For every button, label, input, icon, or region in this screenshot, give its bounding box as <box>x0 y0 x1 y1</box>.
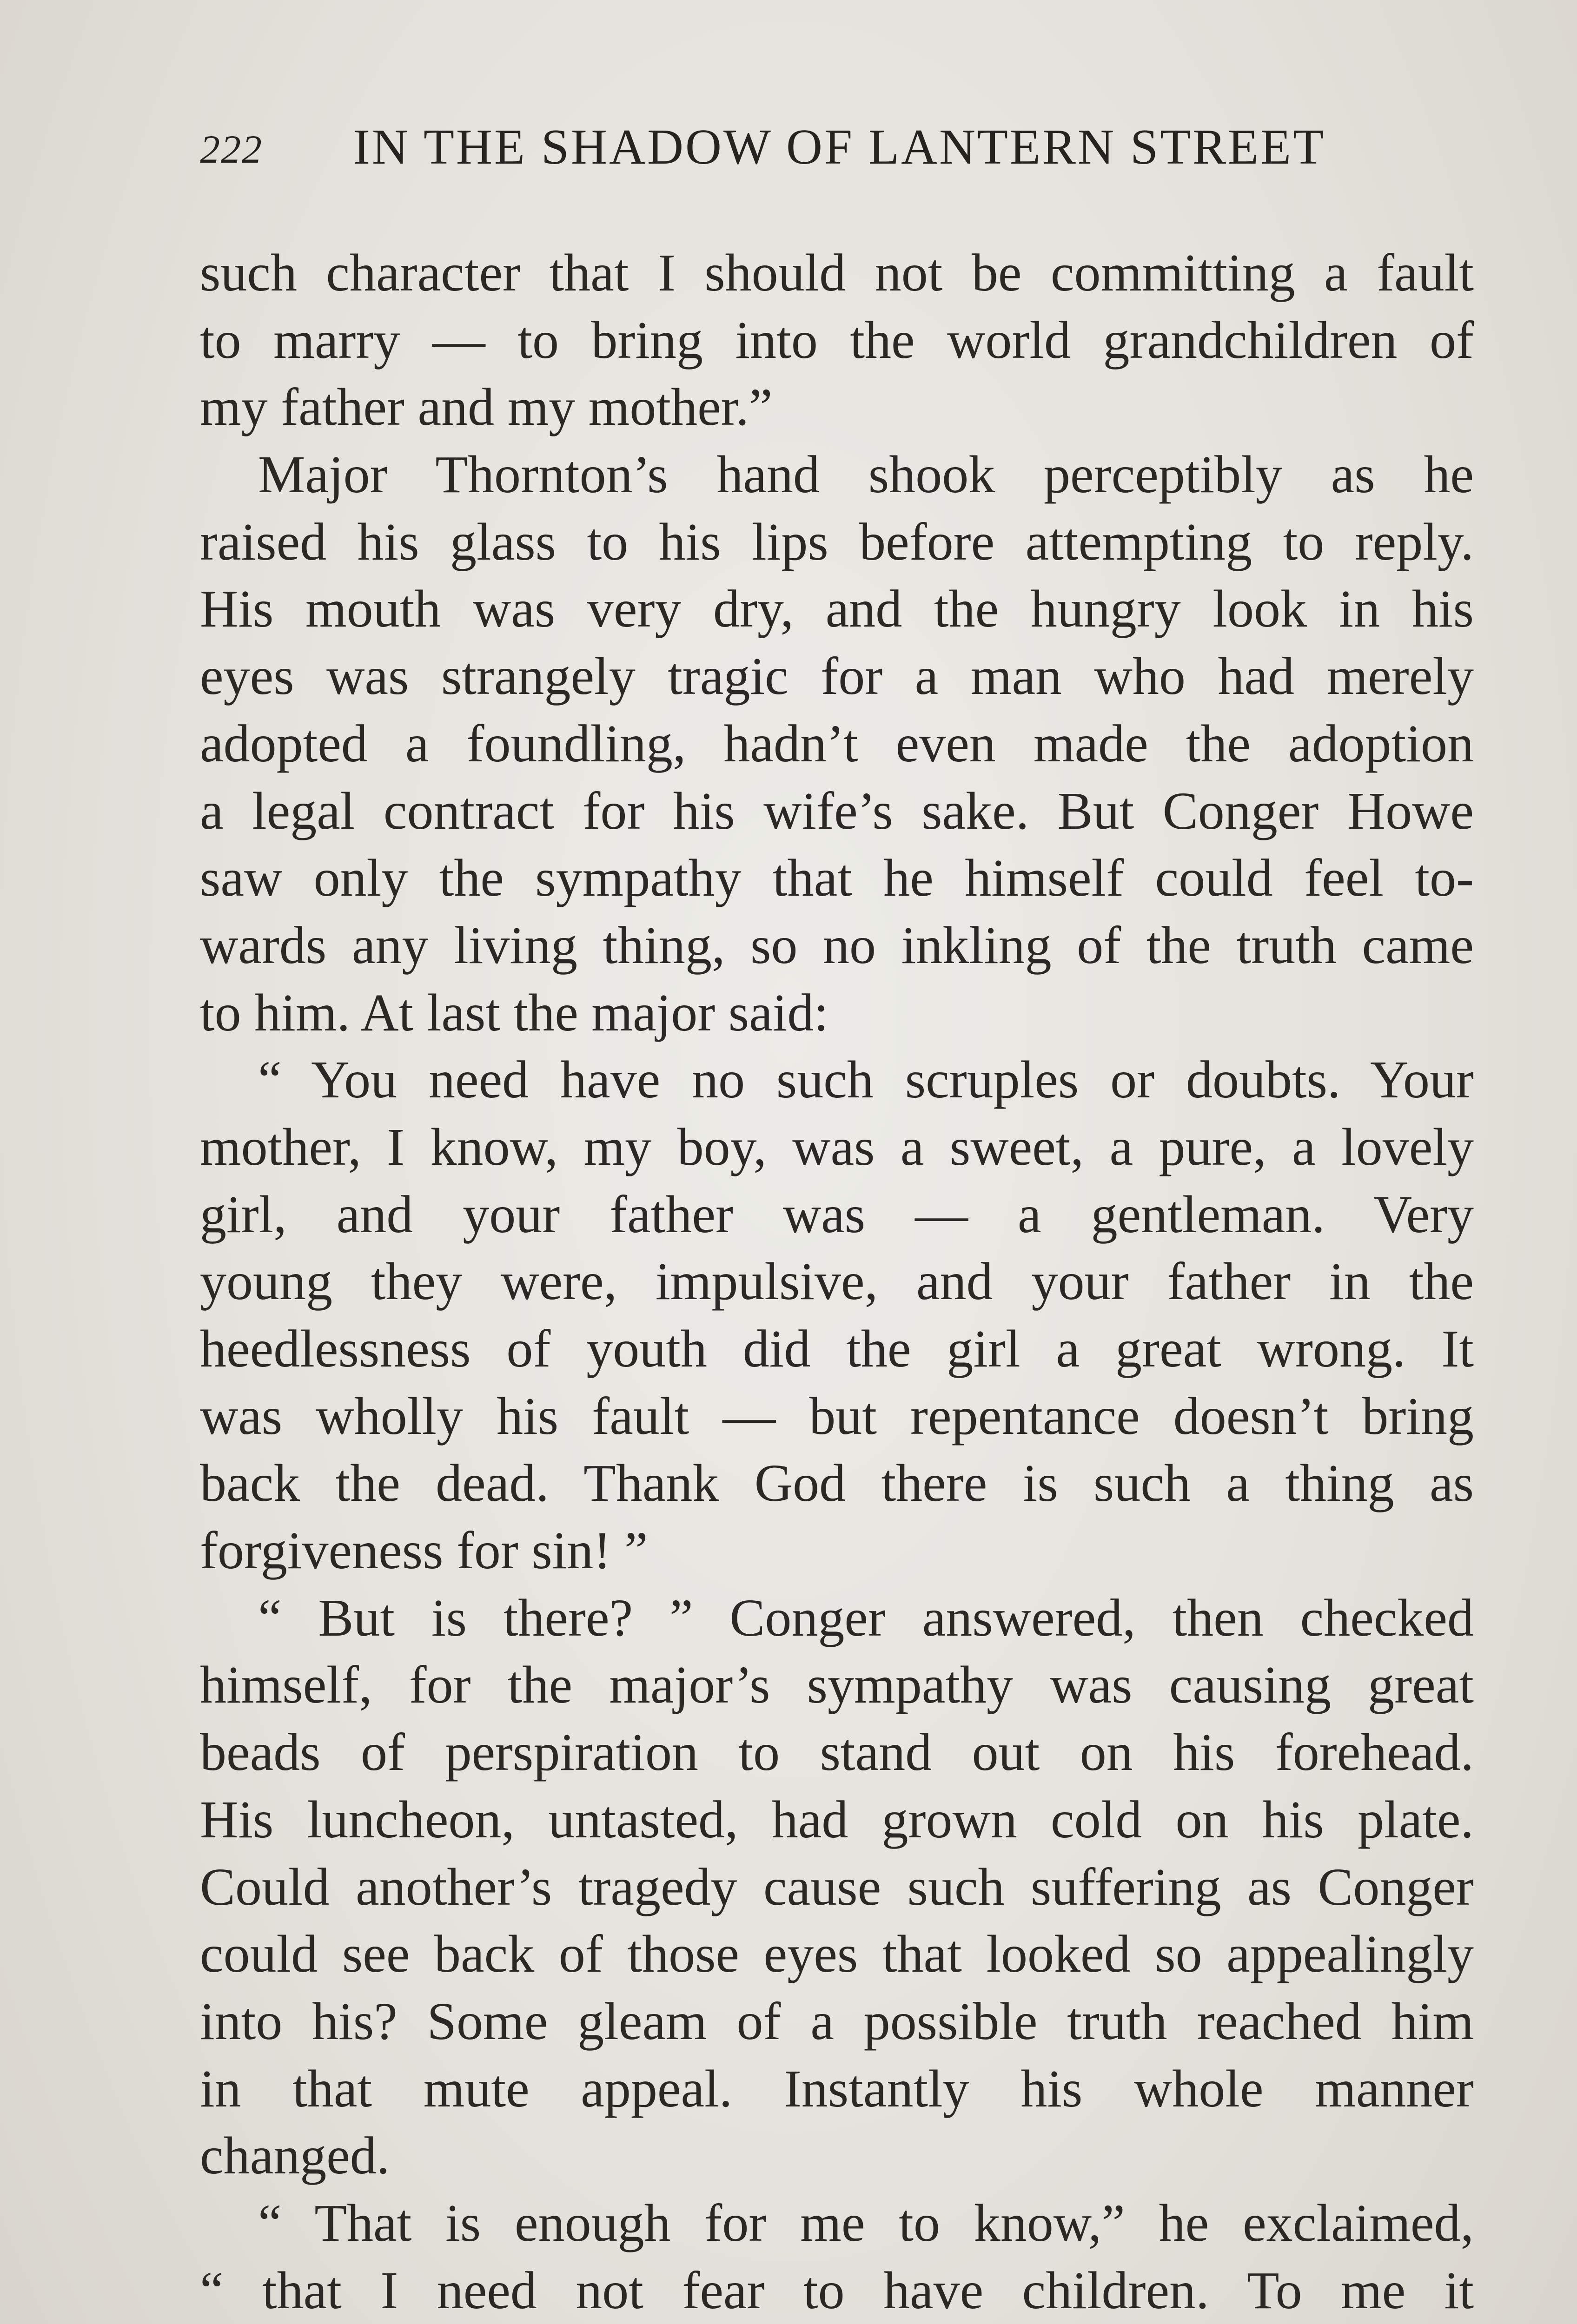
text-line: in that mute appeal. Instantly his whole manner <box>200 2059 1474 2118</box>
text-line: Could another’s tragedy cause such suffering as Conger <box>200 1857 1474 1916</box>
text-line: to him. At last the major said: <box>200 983 829 1042</box>
body-text <box>200 239 1474 2324</box>
text-line: my father and my mother.” <box>200 377 773 437</box>
text-line: into his? Some gleam of a possible truth reached him <box>200 1991 1474 2051</box>
text-line: “ You need have no such scruples or doubts. Your <box>258 1050 1474 1109</box>
text-line: wards any living thing, so no inkling of the truth came <box>200 915 1474 975</box>
text-line: girl, and your father was — a gentleman. Very <box>200 1184 1474 1244</box>
text-line: Major Thornton’s hand shook perceptibly as he <box>258 445 1474 504</box>
text-line: could see back of those eyes that looked so appealingly <box>200 1924 1474 1984</box>
text-line: young they were, impulsive, and your father in the <box>200 1252 1474 1311</box>
text-line: to marry — to bring into the world grandchildren of <box>200 310 1474 370</box>
text-line: eyes was strangely tragic for a man who had merely <box>200 647 1474 706</box>
text-line: “ But is there? ” Conger answered, then checked <box>258 1588 1474 1647</box>
running-title: IN THE SHADOW OF LANTERN STREET <box>353 119 1325 175</box>
text-line: mother, I know, my boy, was a sweet, a pure, a lovely <box>200 1117 1474 1176</box>
page-header <box>200 119 1474 188</box>
text-line: “ that I need not fear to have children. To me it <box>200 2260 1474 2320</box>
text-line: beads of perspiration to stand out on his forehead. <box>200 1723 1474 1782</box>
text-line: such character that I should not be committing a fault <box>200 243 1474 302</box>
text-line: himself, for the major’s sympathy was causing great <box>200 1655 1474 1715</box>
text-line: His mouth was very dry, and the hungry look in his <box>200 579 1474 639</box>
page-number: 222 <box>200 127 263 172</box>
text-line: a legal contract for his wife’s sake. But Conger Howe <box>200 781 1474 840</box>
text-line: changed. <box>200 2126 390 2185</box>
text-line: saw only the sympathy that he himself could feel to- <box>200 848 1474 908</box>
text-line: heedlessness of youth did the girl a great wrong. It <box>200 1319 1474 1378</box>
text-line: His luncheon, untasted, had grown cold on his plate. <box>200 1789 1474 1849</box>
text-line: was wholly his fault — but repentance doesn’t bring <box>200 1386 1474 1446</box>
text-line: raised his glass to his lips before attempting to reply. <box>200 512 1474 571</box>
text-line: forgiveness for sin! ” <box>200 1521 648 1580</box>
text-line: back the dead. Thank God there is such a thing as <box>200 1453 1474 1513</box>
text-line: adopted a foundling, hadn’t even made the adoption <box>200 713 1474 773</box>
text-line: “ That is enough for me to know,” he exclaimed, <box>258 2193 1474 2252</box>
